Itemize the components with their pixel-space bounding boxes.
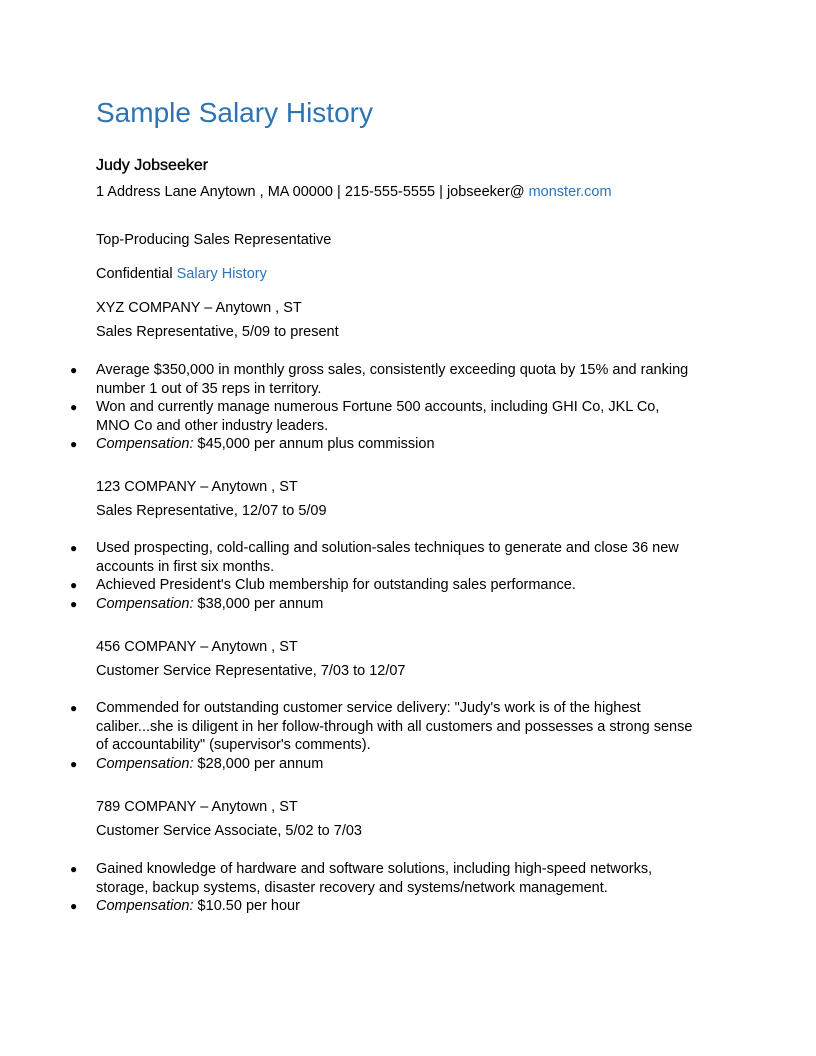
job-position: Customer Service Associate, 5/02 to 7/03 <box>96 823 362 839</box>
job-company: 456 COMPANY – Anytown , ST <box>96 639 298 655</box>
headline: Top-Producing Sales Representative <box>96 232 332 248</box>
job-bullets <box>0 361 696 454</box>
compensation-item: ● Compensation: $28,000 per annum <box>70 755 324 772</box>
applicant-name: Judy Jobseeker <box>96 157 209 174</box>
document-title: Sample Salary History <box>96 97 373 128</box>
job-company: 789 COMPANY – Anytown , ST <box>96 799 298 815</box>
contact-info <box>96 183 612 201</box>
job-bullets <box>0 699 696 773</box>
email-domain-link[interactable]: monster.com <box>528 184 612 200</box>
list-item: ● Commended for outstanding customer service delivery: "Judy's work is of the highest caliber...she is diligent in her follow-through with all customers and possesses a strong sense of accountability" (supervisor's comments). <box>70 700 693 753</box>
list-item: ● Average $350,000 in monthly gross sales, consistently exceeding quota by 15% and ranking number 1 out of 35 reps in territory. <box>70 362 689 397</box>
list-item: ● Won and currently manage numerous Fortune 500 accounts, including GHI Co, JKL Co, MNO Co and other industry leaders. <box>70 399 660 434</box>
confidential-text: Confidential <box>96 266 177 282</box>
job-bullets <box>0 539 696 613</box>
list-item: ● Achieved President's Club membership for outstanding sales performance. <box>70 577 576 593</box>
job-bullets <box>0 860 696 916</box>
compensation-item: ● Compensation: $10.50 per hour <box>70 898 300 914</box>
list-item: ● Used prospecting, cold-calling and solution-sales techniques to generate and close 36 new accounts in first six months. <box>70 540 679 575</box>
job-position: Sales Representative, 5/09 to present <box>96 324 339 340</box>
salary-history-link[interactable]: Salary History <box>176 266 267 282</box>
compensation-item: ● Compensation: $45,000 per annum plus commission <box>70 436 435 452</box>
job-position: Sales Representative, 12/07 to 5/09 <box>96 503 327 519</box>
compensation-item: ● Compensation: $38,000 per annum <box>70 595 324 612</box>
contact-text: 1 Address Lane Anytown , MA 00000 | 215-555-5555 | jobseeker@ <box>96 184 529 200</box>
job-company: XYZ COMPANY – Anytown , ST <box>96 300 302 316</box>
job-company: 123 COMPANY – Anytown , ST <box>96 479 298 495</box>
confidential-line <box>96 265 267 283</box>
list-item: ● Gained knowledge of hardware and software solutions, including high-speed networks, storage, backup systems, disaster recovery and systems/network management. <box>70 861 653 896</box>
job-position: Customer Service Representative, 7/03 to 12/07 <box>96 663 406 679</box>
